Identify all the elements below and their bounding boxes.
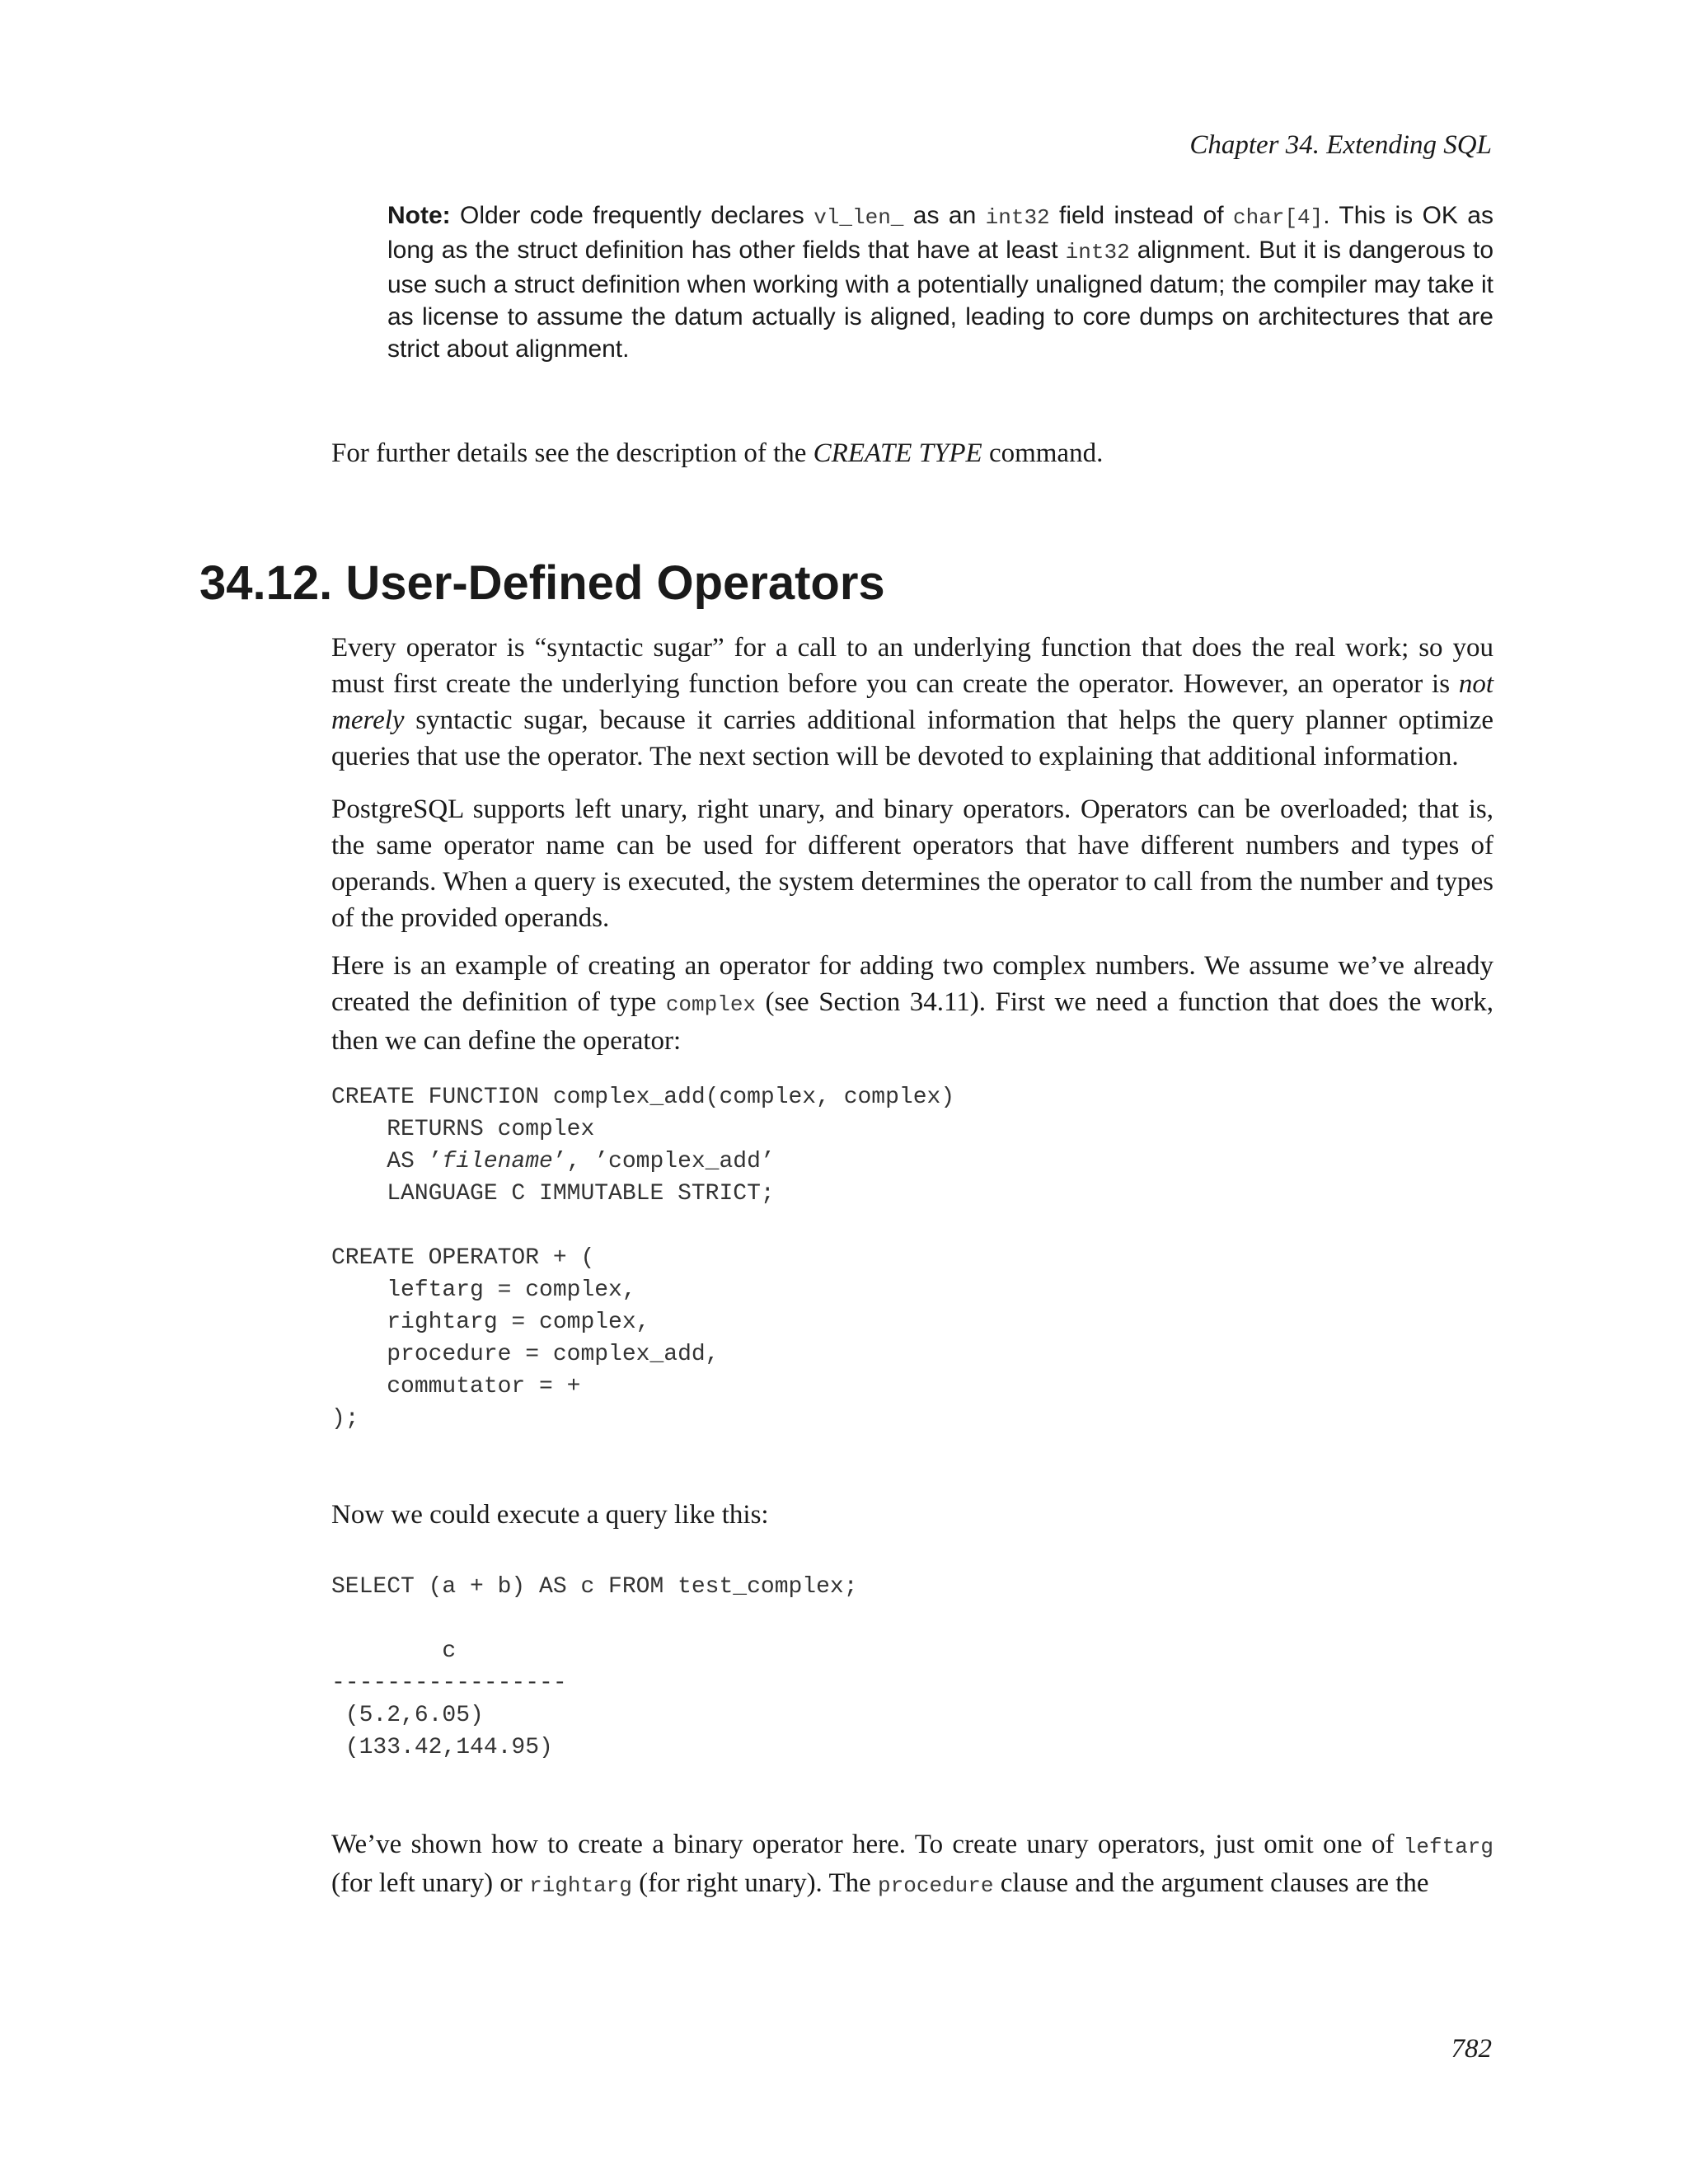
running-header: Chapter 34. Extending SQL [1189, 130, 1492, 160]
page-number: 782 [1451, 2034, 1492, 2064]
inline-code: procedure [878, 1873, 994, 1898]
text-run: (for left unary) or [331, 1868, 530, 1898]
text-run: Here is an example of creating an operator for adding two complex numbers. We assume we’ve already created the definition of type [331, 951, 1493, 1017]
text-run: Every operator is “syntactic sugar” for a call to an underlying function that does the real work; so you must first create the underlying function before you can create the operator. However, an operator is [331, 633, 1493, 699]
code-line: procedure = complex_add, [331, 1342, 720, 1367]
code-line: AS ’ [331, 1149, 443, 1174]
code-line: leftarg = complex, [331, 1277, 636, 1303]
inline-code: rightarg [529, 1873, 632, 1898]
code-line: CREATE FUNCTION complex_add(complex, complex) [331, 1085, 955, 1110]
note-text: Older code frequently declares [450, 202, 814, 229]
query-paragraph: Now we could execute a query like this: [331, 1500, 769, 1530]
note-text: alignment. But it is dangerous to use such a struct definition when working with a potentially unaligned datum; the compiler may take it as license to assume the datum actually is aligned, leading to core dumps on architectures that are strict about alignment. [387, 237, 1494, 363]
text-run: (see Section 34.11). First we need a function that does the work, then we can define the operator: [331, 987, 1493, 1056]
further-details-paragraph [331, 435, 1493, 471]
intro-paragraph [331, 630, 1493, 775]
text-run: clause and the argument clauses are the [993, 1868, 1429, 1898]
emphasis: not merely [331, 669, 1493, 735]
code-line: ’, ’complex_add’ [552, 1149, 775, 1174]
code-block-select-query: SELECT (a + b) AS c FROM test_complex; c ----------------- (5.2,6.05) (133.42,144.95) [331, 1574, 858, 1760]
code-line: RETURNS complex [331, 1117, 595, 1142]
code-line: commutator = + [331, 1374, 581, 1399]
text-run: For further details see the description of the [331, 438, 814, 468]
text-run: (for right unary). The [631, 1868, 879, 1898]
note-text: as an [903, 202, 986, 229]
operators-paragraph: PostgreSQL supports left unary, right unary, and binary operators. Operators can be overloaded; that is, the same operator name can be used for different operators that have different numbers and types of operands. When a query is executed, the system determines the operator to call from the number and types of the provided operands. [331, 794, 1493, 933]
text-run: syntactic sugar, because it carries additional information that helps the query planner optimize queries that use the operator. The next section will be devoted to explaining that additional information. [331, 705, 1493, 771]
code-placeholder: filename [442, 1149, 553, 1174]
inline-code: complex [665, 992, 757, 1017]
code-line: rightarg = complex, [331, 1310, 650, 1335]
text-run: We’ve shown how to create a binary operator here. To create unary operators, just omit one of [331, 1830, 1404, 1859]
note-text: . This is OK as long as the struct definition has other fields that have at least [387, 202, 1493, 264]
text-run: command. [982, 438, 1104, 468]
note-code: char[4] [1233, 205, 1324, 230]
create-type-command-ref: CREATE TYPE [813, 438, 982, 468]
inline-code: leftarg [1403, 1835, 1493, 1859]
note-code: int32 [985, 205, 1050, 230]
code-line: LANGUAGE C IMMUTABLE STRICT; [331, 1181, 775, 1207]
code-block-create-operator [331, 1081, 954, 1435]
note-block [387, 199, 1493, 365]
section-title: 34.12. User-Defined Operators [199, 556, 885, 610]
note-code: int32 [1065, 240, 1130, 265]
code-line: CREATE OPERATOR + ( [331, 1245, 595, 1271]
note-code: vl_len_ [814, 205, 904, 230]
note-label: Note: [387, 202, 451, 229]
code-line: ); [331, 1406, 359, 1432]
unary-paragraph [331, 1826, 1493, 1904]
note-text: field instead of [1049, 202, 1234, 229]
example-paragraph [331, 948, 1493, 1059]
